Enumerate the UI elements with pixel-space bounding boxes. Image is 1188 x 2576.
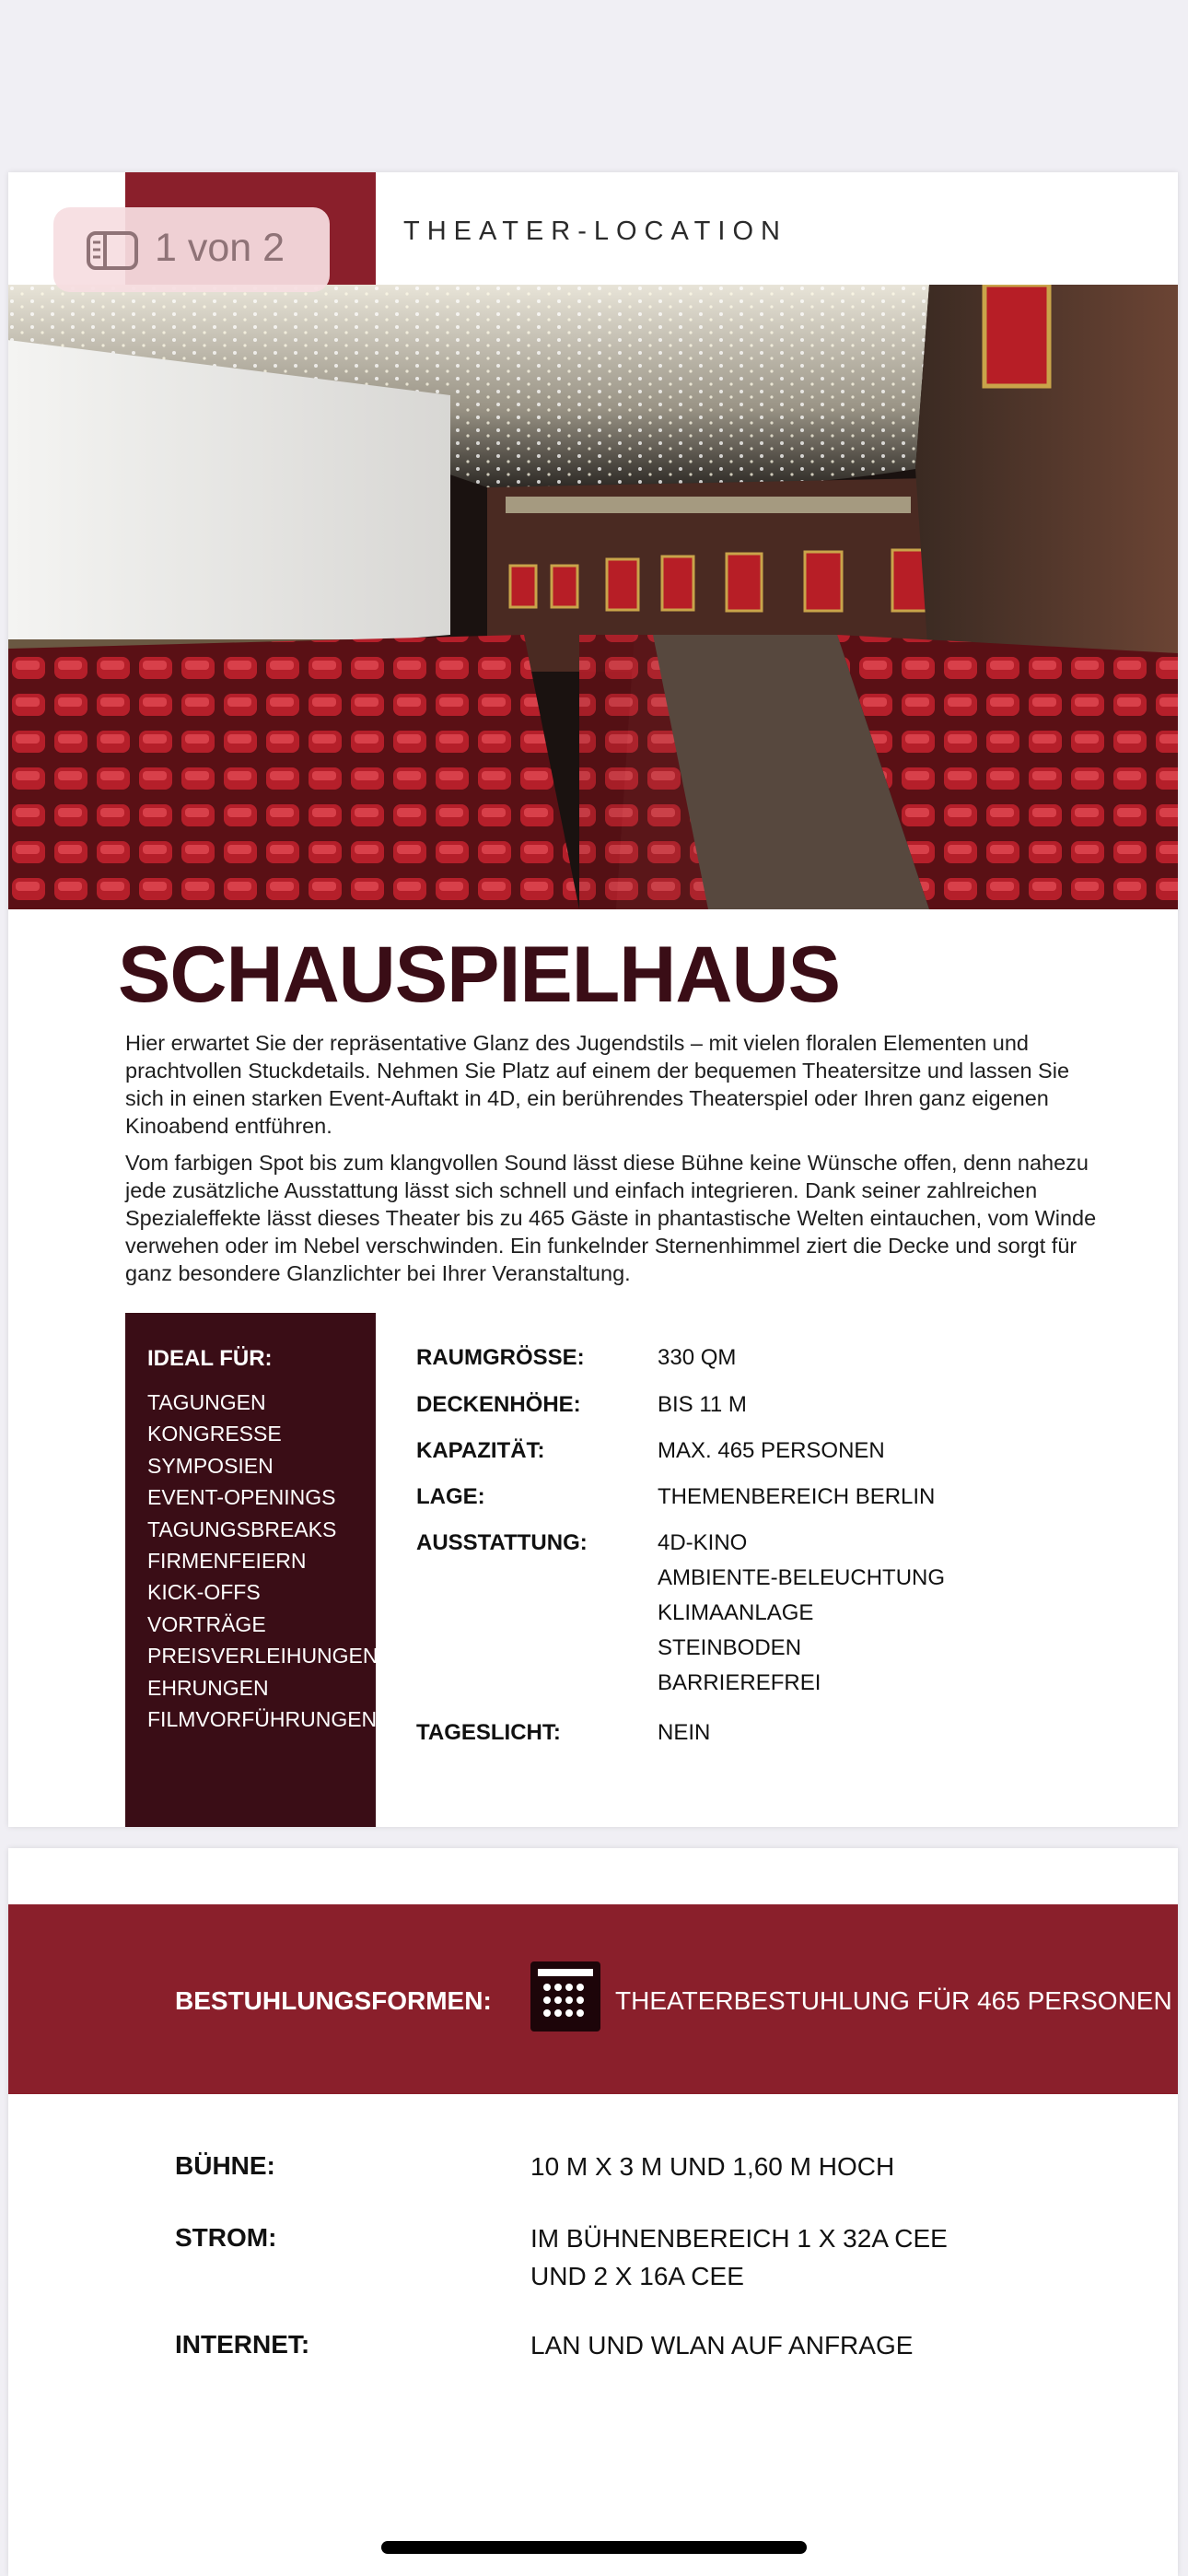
spec-value: THEMENBEREICH BERLIN [658, 1484, 936, 1509]
list-item: FIRMENFEIERN [147, 1549, 307, 1574]
spec-value: 330 QM [658, 1345, 737, 1370]
spec-value: BARRIEREFREI [658, 1670, 821, 1695]
list-item: VORTRÄGE [147, 1611, 266, 1636]
document-page-2 [8, 1848, 1178, 2576]
theater-seating-icon [530, 1961, 600, 2032]
spec-value: AMBIENTE-BELEUCHTUNG [658, 1565, 946, 1590]
spec-label: KAPAZITÄT: [416, 1438, 545, 1463]
row-label: STROM: [175, 2223, 277, 2252]
row-value: UND 2 X 16A CEE [530, 2262, 744, 2290]
spec-label: RAUMGRÖSSE: [416, 1345, 585, 1370]
intro-paragraph: Hier erwartet Sie der repräsentative Glanz des Jugendstils – mit vielen floralen Elementen und prachtvollen Stuckdetails. Nehmen Sie Platz auf einem der bequemen Theatersitze und lassen Sie sich in einen starken Event-Auftakt in 4D, ein berührendes Theaterspiel oder Ihren ganz eigenen Kinoabend entführen. [125, 1031, 1070, 1138]
spec-value: MAX. 465 PERSONEN [658, 1438, 885, 1463]
list-item: TAGUNGEN [147, 1390, 266, 1414]
seating-band [8, 1904, 1178, 2094]
header-label: THEATER-LOCATION [403, 217, 787, 246]
list-item: SYMPOSIEN [147, 1453, 274, 1478]
spec-label: DECKENHÖHE: [416, 1392, 581, 1417]
detail-paragraph: Vom farbigen Spot bis zum klangvollen Sound lässt diese Bühne keine Wünsche offen, denn nahezu jede zusätzliche Ausstattung lässt sich schnell und einfach integrieren. Dank seiner zahlreichen Spezialeffekte lässt dieses Theater bis zu 465 Gäste in phantastische Welten eintauchen, vom Winde verwehen oder im Nebel verschwinden. Ein funkelnder Sternenhimmel ziert die Decke und sorgt für ganz besondere Glanzlichter bei Ihrer Veranstaltung. [125, 1151, 1097, 1285]
spec-label: LAGE: [416, 1484, 485, 1509]
page-title: SCHAUSPIELHAUS [118, 931, 840, 1019]
sidebar-toggle-icon [87, 231, 138, 270]
ideal-for-heading: IDEAL FÜR: [147, 1346, 273, 1371]
row-label: BÜHNE: [175, 2151, 275, 2180]
list-item: KONGRESSE [147, 1422, 282, 1446]
theater-photo [8, 285, 1178, 909]
ideal-for-panel [125, 1313, 379, 1827]
spec-value: BIS 11 M [658, 1392, 747, 1417]
seating-value: THEATERBESTUHLUNG FÜR 465 PERSONEN [615, 1986, 1172, 2015]
list-item: TAGUNGSBREAKS [147, 1516, 337, 1541]
page-indicator-button[interactable] [53, 207, 330, 292]
spec-value: KLIMAANLAGE [658, 1600, 814, 1625]
row-value: IM BÜHNENBEREICH 1 X 32A CEE [530, 2224, 948, 2253]
list-item: PREISVERLEIHUNGEN [147, 1644, 379, 1669]
list-item: FILMVORFÜHRUNGEN [147, 1707, 378, 1732]
spec-value: NEIN [658, 1720, 711, 1745]
list-item: EHRUNGEN [147, 1675, 269, 1700]
row-label: INTERNET: [175, 2330, 310, 2359]
document-page-1 [8, 172, 1178, 1827]
spec-label: AUSSTATTUNG: [416, 1530, 588, 1555]
list-item: KICK-OFFS [147, 1580, 261, 1605]
seating-label: BESTUHLUNGSFORMEN: [175, 1986, 492, 2015]
spec-value: STEINBODEN [658, 1635, 802, 1660]
row-value: 10 M X 3 M UND 1,60 M HOCH [530, 2152, 895, 2181]
page-indicator-text: 1 von 2 [155, 226, 285, 270]
spec-value: 4D-KINO [658, 1530, 748, 1555]
ideal-for-list [147, 1387, 379, 1735]
row-value: LAN UND WLAN AUF ANFRAGE [530, 2331, 914, 2359]
home-indicator[interactable] [381, 2541, 807, 2554]
list-item: EVENT-OPENINGS [147, 1485, 336, 1510]
spec-label: TAGESLICHT: [416, 1720, 561, 1745]
